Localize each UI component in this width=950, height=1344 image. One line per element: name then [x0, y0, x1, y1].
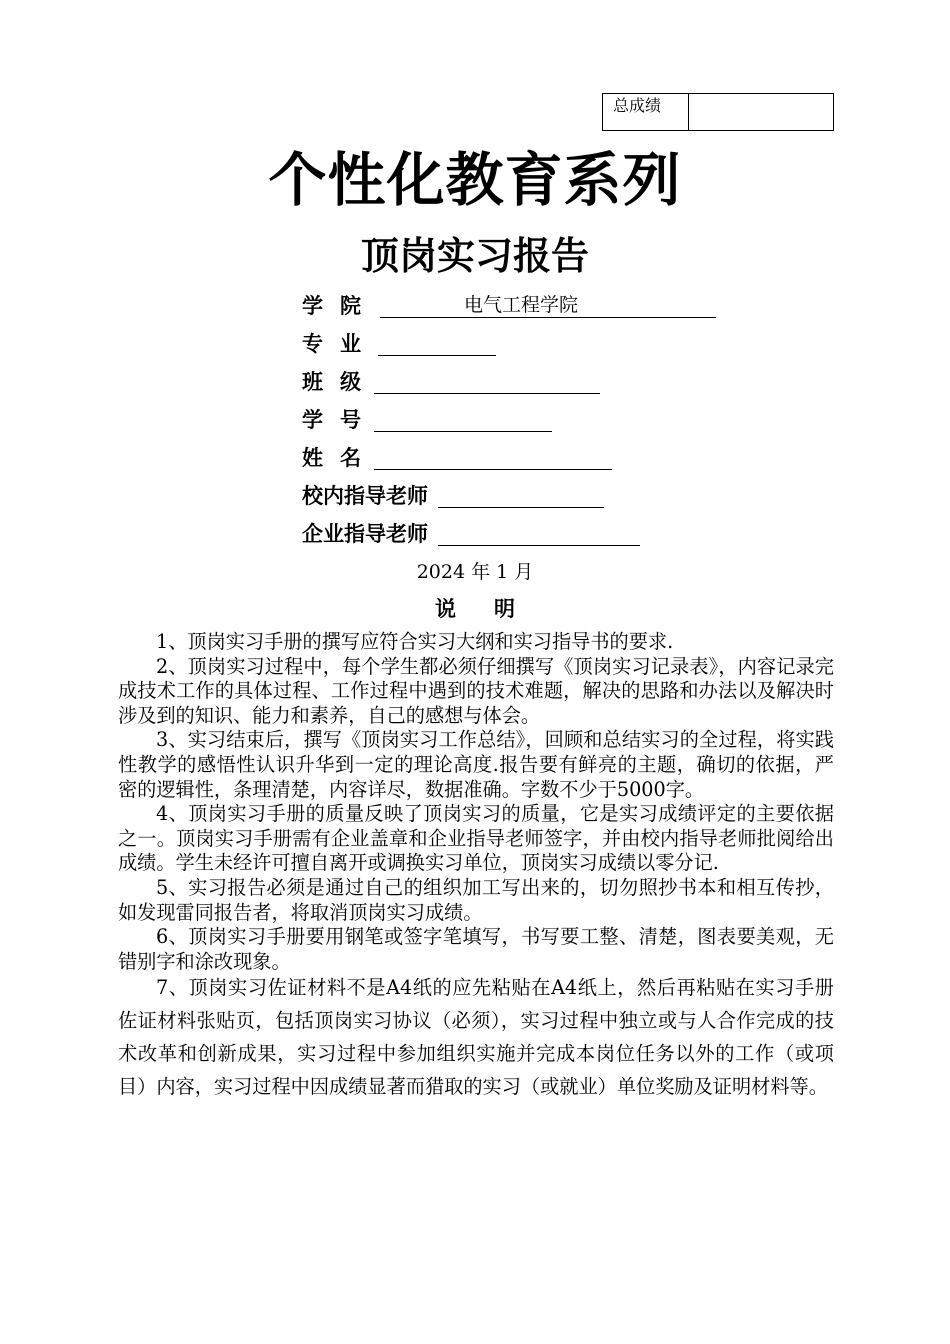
- student-id-input[interactable]: [374, 408, 552, 432]
- major-input[interactable]: [378, 332, 496, 356]
- school-advisor-label: 校内指导老师: [302, 484, 428, 508]
- notes-title: 说明: [435, 596, 553, 621]
- class-field: [302, 366, 600, 396]
- company-advisor-field: [302, 518, 640, 548]
- total-score-box: [602, 93, 834, 131]
- name-label: 姓名: [302, 446, 378, 470]
- class-label: 班级: [302, 370, 378, 394]
- school-advisor-field: [302, 480, 604, 510]
- school-advisor-input[interactable]: [438, 484, 604, 508]
- class-input[interactable]: [374, 370, 600, 394]
- main-title: 个性化教育系列: [268, 146, 682, 214]
- college-label: 学院: [302, 294, 378, 318]
- note-item: 5、实习报告必须是通过自己的组织加工写出来的，切勿照抄书本和相互传抄，如发现雷同报告者，将取消顶岗实习成绩。: [118, 875, 834, 924]
- report-title: 顶岗实习报告: [360, 234, 589, 278]
- notes-list: [118, 630, 834, 1103]
- name-input[interactable]: [374, 446, 612, 470]
- note-item: 2、顶岗实习过程中，每个学生都必须仔细撰写《顶岗实习记录表》，内容记录完成技术工作的具体过程、工作过程中遇到的技术难题，解决的思路和办法以及解决时涉及到的知识、能力和素养，自己的感想与体会。: [118, 654, 834, 727]
- note-item: 3、实习结束后，撰写《顶岗实习工作总结》，回顾和总结实习的全过程，将实践性教学的感悟性认识升华到一定的理论高度.报告要有鲜亮的主题，确切的依据，严密的逻辑性，条理清楚，内容详尽，数据准确。字数不少于5000字。: [118, 728, 834, 801]
- student-id-label: 学号: [302, 408, 378, 432]
- total-score-label: 总成绩: [603, 94, 689, 130]
- note-item: 4、顶岗实习手册的质量反映了顶岗实习的质量，它是实习成绩评定的主要依据之一。顶岗实习手册需有企业盖章和企业指导老师签字，并由校内指导老师批阅给出成绩。学生未经许可擅自离开或调换实习单位，顶岗实习成绩以零分记.: [118, 802, 834, 875]
- note-item: 6、顶岗实习手册要用钢笔或签字笔填写，书写要工整、清楚，图表要美观，无错别字和涂改现象。: [118, 925, 834, 973]
- company-advisor-input[interactable]: [438, 522, 640, 546]
- total-score-value[interactable]: [689, 94, 833, 130]
- major-label: 专业: [302, 332, 378, 356]
- major-field: [302, 328, 496, 358]
- company-advisor-label: 企业指导老师: [302, 522, 428, 546]
- college-input[interactable]: [380, 294, 716, 318]
- report-date: 2024 年 1 月: [416, 561, 534, 583]
- college-field: [302, 290, 716, 320]
- college-value: 电气工程学院: [464, 294, 579, 316]
- note-item: 7、顶岗实习佐证材料不是A4纸的应先粘贴在A4纸上，然后再粘贴在实习手册佐证材料张贴页，包括顶岗实习协议（必须），实习过程中独立或与人合作完成的技术改革和创新成果，实习过程中参加组织实施并完成本岗位任务以外的工作（或项目）内容，实习过程中因成绩显著而猎取的实习（或就业）单位奖励及证明材料等。: [118, 976, 834, 1099]
- note-item: 1、顶岗实习手册的撰写应符合实习大纲和实习指导书的要求.: [156, 630, 674, 653]
- name-field: [302, 442, 612, 472]
- student-id-field: [302, 404, 552, 434]
